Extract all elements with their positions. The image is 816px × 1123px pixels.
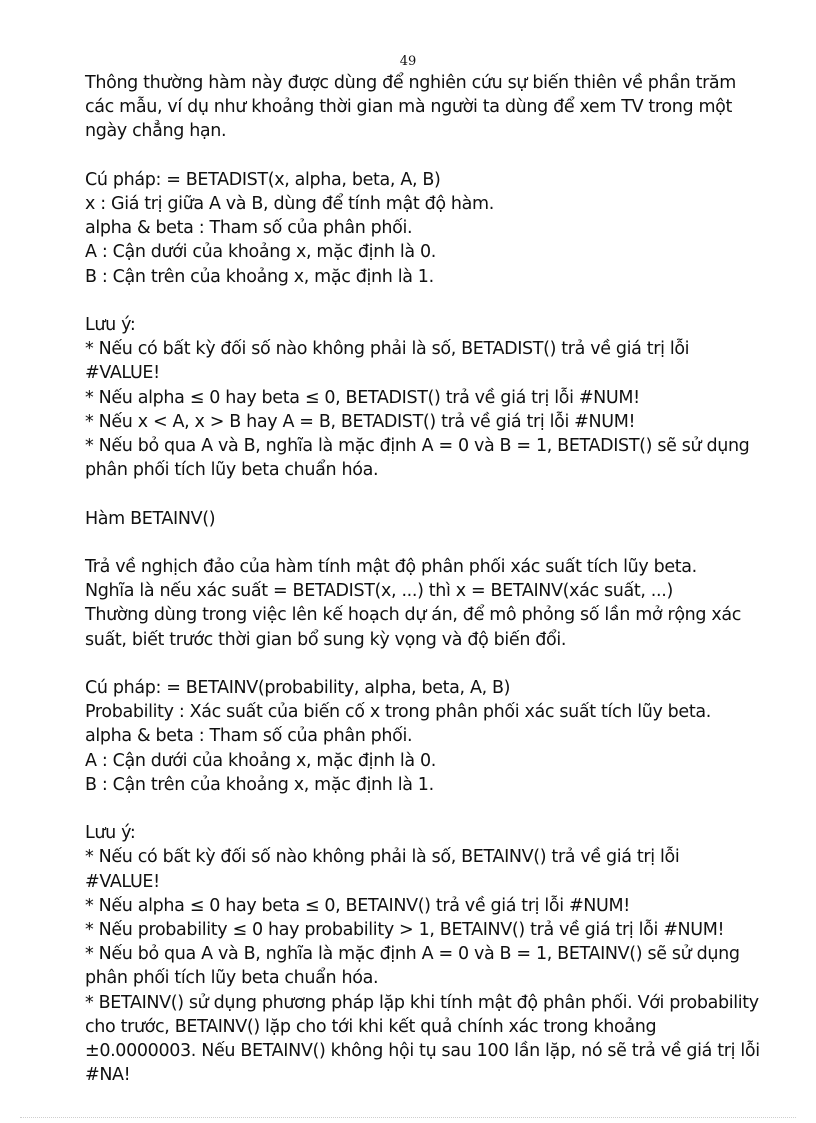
text-line: Probability : Xác suất của biến cố x trong phân phối xác suất tích lũy beta. <box>85 702 711 723</box>
text-line: x : Giá trị giữa A và B, dùng để tính mật độ hàm. <box>85 194 494 214</box>
text-line: alpha & beta : Tham số của phân phối. <box>85 218 413 239</box>
paragraph-gap <box>85 652 785 676</box>
text-line: alpha & beta : Tham số của phân phối. <box>85 726 413 747</box>
text-line: Cú pháp: = BETADIST(x, alpha, beta, A, B) <box>85 169 441 190</box>
text-line: #NA! <box>85 1065 131 1086</box>
betadist-syntax-block <box>85 168 785 289</box>
text-line: A : Cận dưới của khoảng x, mặc định là 0. <box>85 242 436 263</box>
paragraph-gap <box>85 797 785 821</box>
betainv-syntax-block <box>85 676 785 797</box>
text-line: Thường dùng trong việc lên kế hoạch dự án, để mô phỏng số lần mở rộng xác <box>85 605 742 626</box>
text-line: * Nếu bỏ qua A và B, nghĩa là mặc định A = 0 và B = 1, BETADIST() sẽ sử dụng <box>85 436 750 457</box>
text-line: * Nếu có bất kỳ đối số nào không phải là số, BETADIST() trả về giá trị lỗi <box>85 339 690 360</box>
text-line: A : Cận dưới của khoảng x, mặc định là 0. <box>85 750 436 771</box>
text-line: Thông thường hàm này được dùng để nghiên cứu sự biến thiên về phần trăm <box>85 73 736 93</box>
paragraph-gap <box>85 144 785 168</box>
paragraph-gap <box>85 482 785 506</box>
text-line: B : Cận trên của khoảng x, mặc định là 1. <box>85 774 434 795</box>
text-line: #VALUE! <box>85 871 160 892</box>
text-line: * Nếu probability ≤ 0 hay probability > 1, BETAINV() trả về giá trị lỗi #NUM! <box>85 920 725 941</box>
text-line: * Nếu alpha ≤ 0 hay beta ≤ 0, BETADIST() trả về giá trị lỗi #NUM! <box>85 387 640 408</box>
text-line: cho trước, BETAINV() lặp cho tới khi kết quả chính xác trong khoảng <box>85 1016 657 1037</box>
text-line: suất, biết trước thời gian bổ sung kỳ vọng và độ biến đổi. <box>85 629 567 650</box>
text-line: Cú pháp: = BETAINV(probability, alpha, beta, A, B) <box>85 678 511 698</box>
text-line: * Nếu bỏ qua A và B, nghĩa là mặc định A = 0 và B = 1, BETAINV() sẽ sử dụng <box>85 944 740 965</box>
intro-paragraph <box>85 71 785 144</box>
text-line: phân phối tích lũy beta chuẩn hóa. <box>85 460 379 481</box>
betainv-intro-paragraph <box>85 555 785 652</box>
page-content <box>85 71 785 1087</box>
betainv-notes-block <box>85 821 785 1087</box>
text-line: * Nếu x < A, x > B hay A = B, BETADIST() trả về giá trị lỗi #NUM! <box>85 411 636 432</box>
paragraph-gap <box>85 531 785 555</box>
text-line: * Nếu alpha ≤ 0 hay beta ≤ 0, BETAINV() trả về giá trị lỗi #NUM! <box>85 895 630 916</box>
text-line: * Nếu có bất kỳ đối số nào không phải là số, BETAINV() trả về giá trị lỗi <box>85 847 680 868</box>
text-line: * BETAINV() sử dụng phương pháp lặp khi tính mật độ phân phối. Với probability <box>85 992 759 1013</box>
text-line: ngày chẳng hạn. <box>85 121 227 142</box>
text-line: các mẫu, ví dụ như khoảng thời gian mà người ta dùng để xem TV trong một <box>85 97 733 118</box>
text-line: phân phối tích lũy beta chuẩn hóa. <box>85 968 379 989</box>
text-line: Nghĩa là nếu xác suất = BETADIST(x, ...) thì x = BETAINV(xác suất, ...) <box>85 581 673 602</box>
text-line: #VALUE! <box>85 363 160 384</box>
text-line: Trả về nghịch đảo của hàm tính mật độ phân phối xác suất tích lũy beta. <box>85 557 697 577</box>
text-line: ±0.0000003. Nếu BETAINV() không hội tụ sau 100 lần lặp, nó sẽ trả về giá trị lỗi <box>85 1041 760 1062</box>
page-number: 49 <box>399 54 417 69</box>
text-line: Lưu ý: <box>85 315 136 335</box>
page-bottom-divider <box>20 1117 796 1118</box>
betadist-notes-block <box>85 313 785 482</box>
text-line: B : Cận trên của khoảng x, mặc định là 1. <box>85 266 434 287</box>
paragraph-gap <box>85 289 785 313</box>
text-line: Lưu ý: <box>85 823 136 844</box>
section-heading: Hàm BETAINV() <box>85 508 216 529</box>
